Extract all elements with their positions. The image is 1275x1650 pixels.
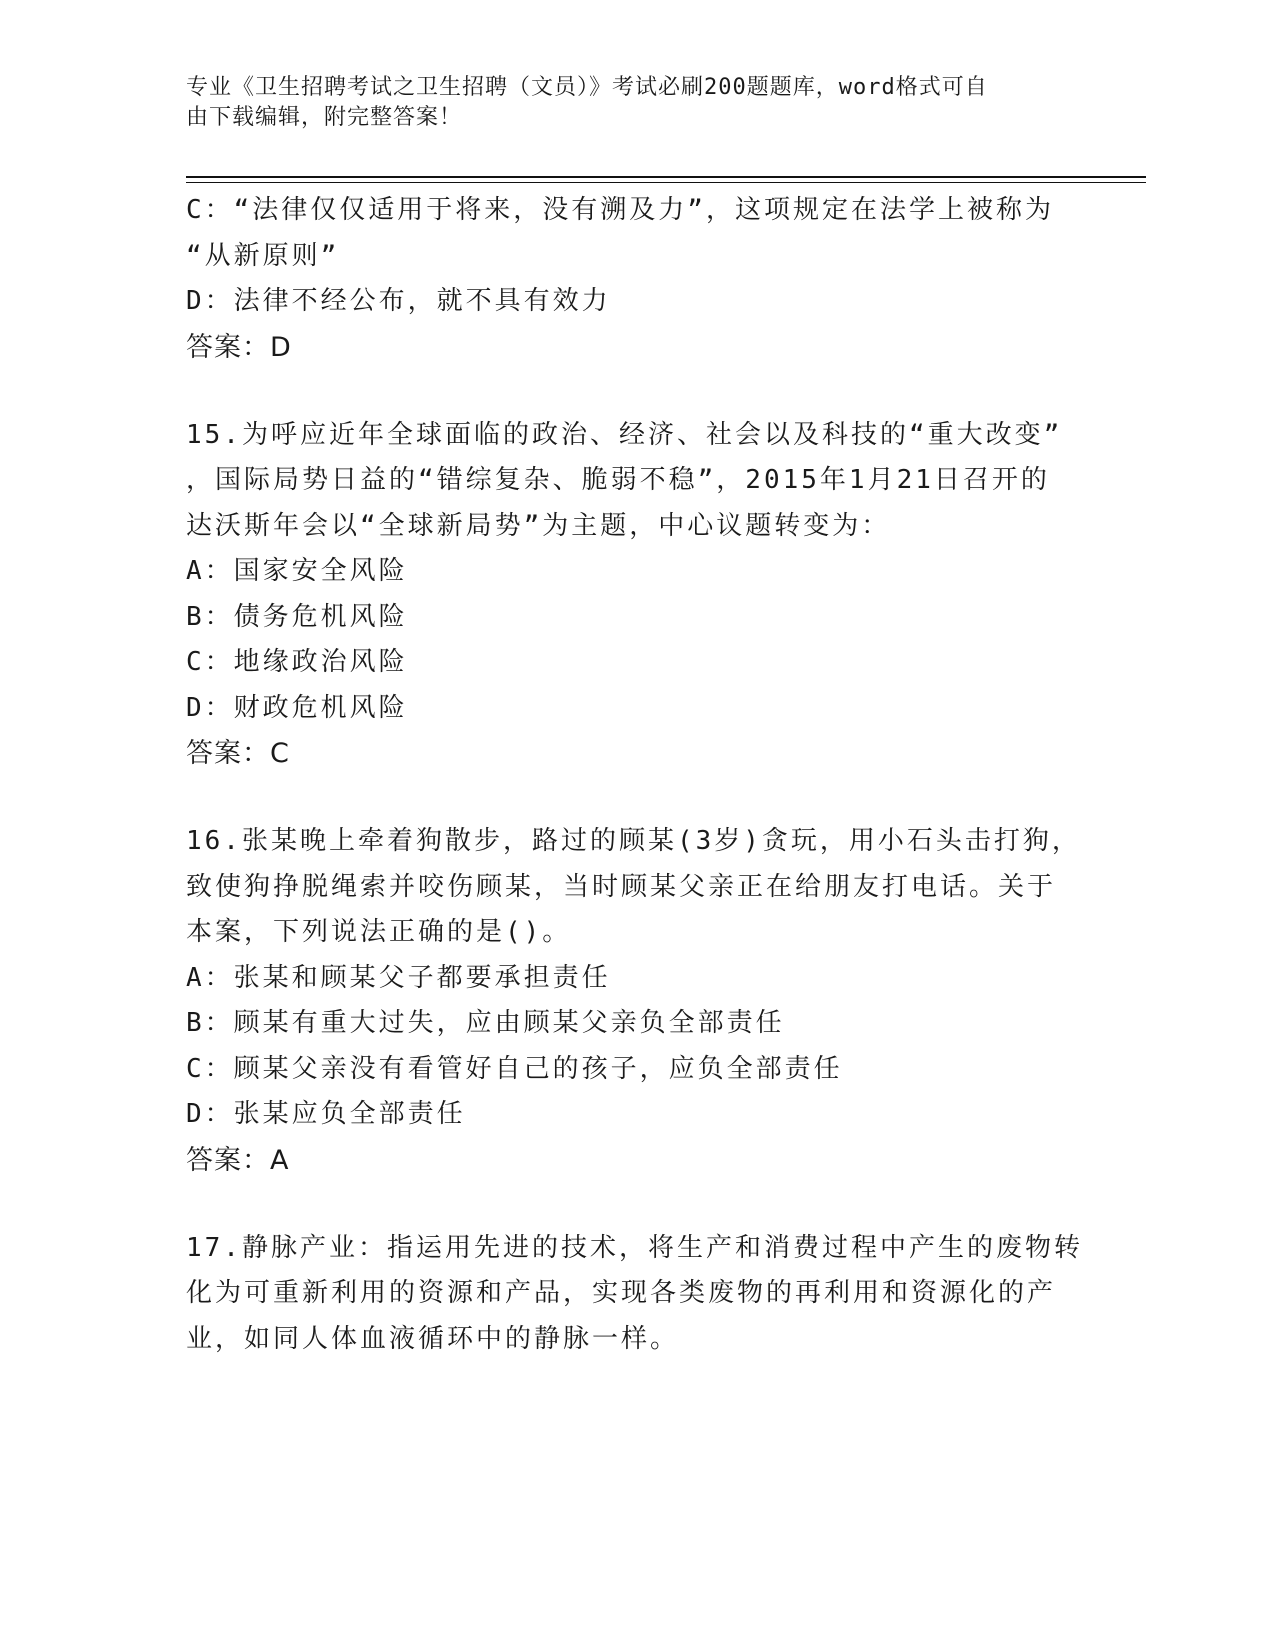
q15-stem-line-3: 达沃斯年会以“全球新局势”为主题，中心议题转变为：	[186, 510, 891, 541]
q16-stem-line-3: 本案，下列说法正确的是()。	[186, 917, 572, 947]
q14-option-c-line-2: “从新原则”	[186, 240, 340, 271]
question-15-block	[186, 413, 1086, 778]
question-content	[186, 188, 1086, 1362]
q16-option-b: B：顾某有重大过失，应由顾某父亲负全部责任	[186, 1008, 785, 1038]
q17-stem-line-1: 17.静脉产业：指运用先进的技术，将生产和消费过程中产生的废物转	[186, 1232, 1083, 1263]
q16-answer: 答案：A	[186, 1144, 290, 1176]
q15-option-b: B：债务危机风险	[186, 601, 408, 632]
question-16-block	[186, 819, 1086, 1184]
question-gap	[186, 371, 1086, 413]
document-header	[186, 73, 1066, 133]
q16-option-a: A：张某和顾某父子都要承担责任	[186, 962, 611, 993]
q16-stem-line-2: 致使狗挣脱绳索并咬伤顾某，当时顾某父亲正在给朋友打电话。关于	[186, 871, 1057, 902]
header-line-1: 专业《卫生招聘考试之卫生招聘（文员）》考试必刷200题题库，word格式可自	[186, 75, 988, 100]
question-17-block	[186, 1226, 1086, 1363]
question-14-block	[186, 188, 1086, 371]
header-divider-thick	[186, 176, 1146, 178]
q15-stem-line-2: ，国际局势日益的“错综复杂、脆弱不稳”，2015年1月21日召开的	[186, 465, 1050, 495]
q15-option-c: C：地缘政治风险	[186, 647, 408, 677]
question-gap	[186, 1184, 1086, 1226]
q15-stem-line-1: 15.为呼应近年全球面临的政治、经济、社会以及科技的“重大改变”	[186, 419, 1063, 450]
q15-answer: 答案：C	[186, 738, 290, 769]
q14-option-d: D：法律不经公布，就不具有效力	[186, 286, 611, 316]
q14-option-c-line-1: C：“法律仅仅适用于将来，没有溯及力”，这项规定在法学上被称为	[186, 195, 1054, 225]
q14-answer: 答案：D	[186, 331, 292, 363]
q15-option-d: D：财政危机风险	[186, 692, 408, 723]
q17-stem-line-2: 化为可重新利用的资源和产品，实现各类废物的再利用和资源化的产	[186, 1278, 1057, 1308]
header-divider-thin	[186, 182, 1146, 183]
q17-stem-line-3: 业，如同人体血液循环中的静脉一样。	[186, 1323, 680, 1354]
q16-stem-line-1: 16.张某晚上牵着狗散步，路过的顾某(3岁)贪玩，用小石头击打狗，	[186, 826, 1081, 856]
q16-option-d: D：张某应负全部责任	[186, 1099, 466, 1129]
question-gap	[186, 777, 1086, 819]
q15-option-a: A：国家安全风险	[186, 556, 408, 586]
q16-option-c: C：顾某父亲没有看管好自己的孩子，应负全部责任	[186, 1053, 843, 1084]
header-line-2: 由下载编辑，附完整答案！	[186, 105, 463, 130]
